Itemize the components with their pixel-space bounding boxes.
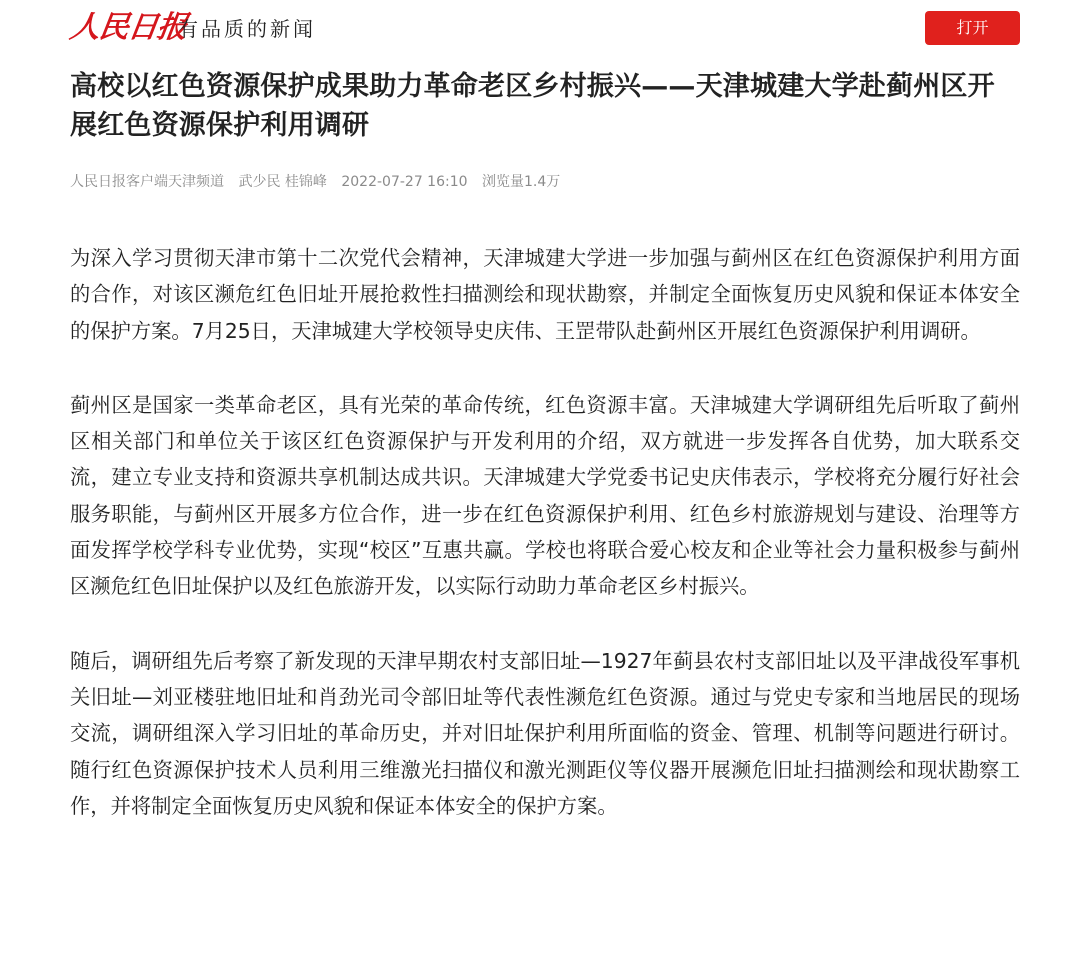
article-paragraph: 蓟州区是国家一类革命老区，具有光荣的革命传统，红色资源丰富。天津城建大学调研组先后听取了蓟州区相关部门和单位关于该区红色资源保护与开发利用的介绍，双方就进一步发挥各自优势，加大联系交流，建立专业支持和资源共享机制达成共识。天津城建大学党委书记史庆伟表示，学校将充分履行好社会服务职能，与蓟州区开展多方位合作，进一步在红色资源保护利用、红色乡村旅游规划与建设、治理等方面发挥学校学科专业优势，实现“校区”互惠共赢。学校也将联合爱心校友和企业等社会力量积极参与蓟州区濒危红色旧址保护以及红色旅游开发，以实际行动助力革命老区乡村振兴。 (70, 392, 1020, 599)
article-views: 浏览量1.4万 (481, 174, 561, 190)
open-app-button[interactable]: 打开 (925, 11, 1020, 45)
article-authors: 武少民 桂锦峰 (238, 174, 327, 190)
article-paragraph: 随后，调研组先后考察了新发现的天津早期农村支部旧址—1927年蓟县农村支部旧址以及平津战役军事机关旧址—刘亚楼驻地旧址和肖劲光司令部旧址等代表性濒危红色资源。通过与党史专家和当地居民的现场交流，调研组深入学习旧址的革命历史，并对旧址保护利用所面临的资金、管理、机制等问题进行研讨。随行红色资源保护技术人员利用三维激光扫描仪和激光测距仪等仪器开展濒危旧址扫描测绘和现状勘察工作，并将制定全面恢复历史风貌和保证本体安全的保护方案。 (70, 648, 1020, 818)
slogan: 有品质的新闻 (178, 17, 316, 41)
article-paragraph: 为深入学习贯彻天津市第十二次党代会精神，天津城建大学进一步加强与蓟州区在红色资源保护利用方面的合作，对该区濒危红色旧址开展抢救性扫描测绘和现状勘察，并制定全面恢复历史风貌和保证本体安全的保护方案。7月25日，天津城建大学校领导史庆伟、王罡带队赴蓟州区开展红色资源保护利用调研。 (70, 246, 1020, 343)
article-datetime: 2022-07-27 16:10 (341, 174, 468, 190)
article-body (70, 240, 1020, 862)
article-source: 人民日报客户端天津频道 (70, 174, 224, 190)
article-meta (70, 171, 570, 193)
article-title: 高校以红色资源保护成果助力革命老区乡村振兴——天津城建大学赴蓟州区开展红色资源保护利用调研 (70, 71, 995, 141)
people-daily-logo[interactable]: 人民日报 (67, 10, 189, 45)
top-bar (0, 0, 1080, 56)
